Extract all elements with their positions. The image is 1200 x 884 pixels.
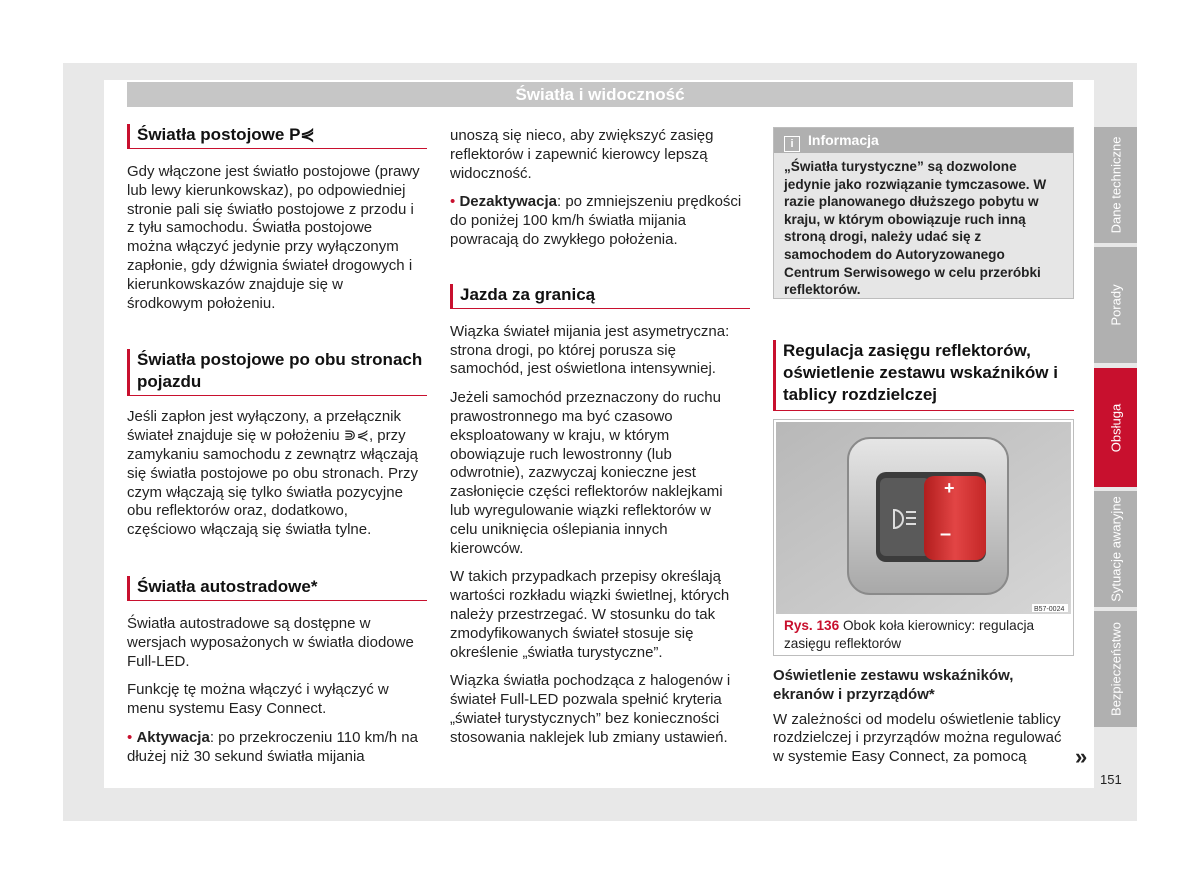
paragraph: Funkcję tę można włączyć i wyłączyć w menu systemu Easy Connect. xyxy=(127,681,389,718)
tab-obsluga[interactable]: Obsługa xyxy=(1094,368,1137,487)
bullet-icon: • xyxy=(127,728,133,746)
figure-caption: Rys. 136 Obok koła kierownicy: regulacja zasięgu reflektorów xyxy=(784,618,1035,651)
page-header: Światła i widoczność xyxy=(127,82,1073,107)
minus-label: – xyxy=(940,523,952,545)
paragraph: Wiązka światła pochodząca z halogenów i świateł Full-LED pozwala spełnić kryteria „świateł turystycznych” bez konieczności stosowania naklejek lub zmiany ustawień. xyxy=(450,672,731,746)
parking-light-icon: ⋑⋞ xyxy=(343,427,369,445)
bullet-icon: • xyxy=(450,193,456,211)
page-number: 151 xyxy=(1100,772,1122,787)
headlight-range-control-image xyxy=(776,422,1071,614)
tab-sytuacje-awaryjne[interactable]: Sytuacje awaryjne xyxy=(1094,491,1137,607)
subheading: Oświetlenie zestawu wskaźników, ekranów i przyrządów* xyxy=(773,667,1014,703)
tab-porady[interactable]: Porady xyxy=(1094,247,1137,363)
bullet-item: • Dezaktywacja: po zmniejszeniu prędkości do poniżej 100 km/h światła mijania powracają do zwykłego położenia. xyxy=(450,193,742,248)
column-3-heading xyxy=(773,340,1074,411)
info-header: i Informacja xyxy=(774,128,1073,153)
section-heading: Jazda za granicą xyxy=(450,284,750,309)
info-text: „Światła turystyczne” są dozwolone jedynie jako rozwiązanie tymczasowe. W razie planowanego dłuższego pobytu w kraju, w którym obowiązuje ruch inną stroną drogi, należy udać się z samochodem do Autoryzowanego Centrum Serwisowego w celu przeróbki reflektorów. xyxy=(784,159,1047,298)
section-heading: Światła postojowe po obu stronach pojazdu xyxy=(127,349,427,396)
paragraph: W takich przypadkach przepisy określają wartości rozkładu wiązki świetlnej, których należy przestrzegać. W stosunku do tak zmodyfikowanych świateł stosuje się określenie „światła turystyczne”. xyxy=(450,568,730,661)
paragraph: Gdy włączone jest światło postojowe (prawy lub lewy kierunkowskaz), po odpowiedniej stronie pali się światło postojowe z przodu i z tyłu samochodu. Światła postojowe można włączyć jedynie przy wyłączonym zapłonie, gdy dźwignia świateł drogowych i kierunkowskazów znajduje się w środkowym położeniu. xyxy=(127,163,420,312)
paragraph: Jeśli zapłon jest wyłączony, a przełącznik świateł znajduje się w położeniu ⋑⋞, przy zamykaniu samochodu z zewnątrz włączają się światła postojowe po obu stronach. Przy czym włączają się tylko światła pozycyjne obu reflektorów oraz, dodatkowo, częściowo włączają się światła tylne. xyxy=(127,408,418,539)
tab-bezpieczenstwo[interactable]: Bezpieczeństwo xyxy=(1094,611,1137,727)
section-heading: Światła postojowe P⋞ xyxy=(127,124,427,149)
column-1 xyxy=(127,124,427,777)
section-heading: Światła autostradowe* xyxy=(127,576,427,601)
paragraph: Światła autostradowe są dostępne w wersjach wyposażonych w światła diodowe Full-LED. xyxy=(127,614,414,670)
column-3-text xyxy=(773,667,1073,777)
parking-light-icon: P⋞ xyxy=(289,125,315,144)
figure-136 xyxy=(773,419,1074,656)
bullet-item: • Aktywacja: po przekroczeniu 110 km/h na dłużej niż 30 sekund światła mijania xyxy=(127,728,418,765)
paragraph: Wiązka świateł mijania jest asymetryczna: strona drogi, po której porusza się samochód, jest oświetlona intensywniej. xyxy=(450,322,730,378)
figure-code: B57-0024 xyxy=(1034,606,1065,613)
tab-dane-techniczne[interactable]: Dane techniczne xyxy=(1094,127,1137,243)
paragraph: Jeżeli samochód przeznaczony do ruchu prawostronnego ma być czasowo eksploatowany w kraju, w którym obowiązuje ruch lewostronny (lub odwrotnie), zazwyczaj konieczne jest zasłonięcie części reflektorów naklejkami lub wyregulowanie wiązki reflektorów w celu uniknięcia oślepiania innych kierowców. xyxy=(450,389,723,557)
paragraph: unoszą się nieco, aby zwiększyć zasięg reflektorów i zapewnić kierowcy lepszą widoczność. xyxy=(450,127,714,182)
paragraph: W zależności od modelu oświetlenie tablicy rozdzielczej i przyrządów można regulować w systemie Easy Connect, za pomocą xyxy=(773,710,1062,766)
continue-icon: » xyxy=(1075,744,1088,769)
plus-label: + xyxy=(944,478,955,498)
info-box xyxy=(773,127,1074,299)
section-heading: Regulacja zasięgu reflektorów, oświetlenie zestawu wskaźników i tablicy rozdzielczej xyxy=(773,340,1074,411)
headlight-control-illustration xyxy=(776,422,1071,614)
info-icon: i xyxy=(784,136,800,152)
column-2 xyxy=(450,127,750,758)
